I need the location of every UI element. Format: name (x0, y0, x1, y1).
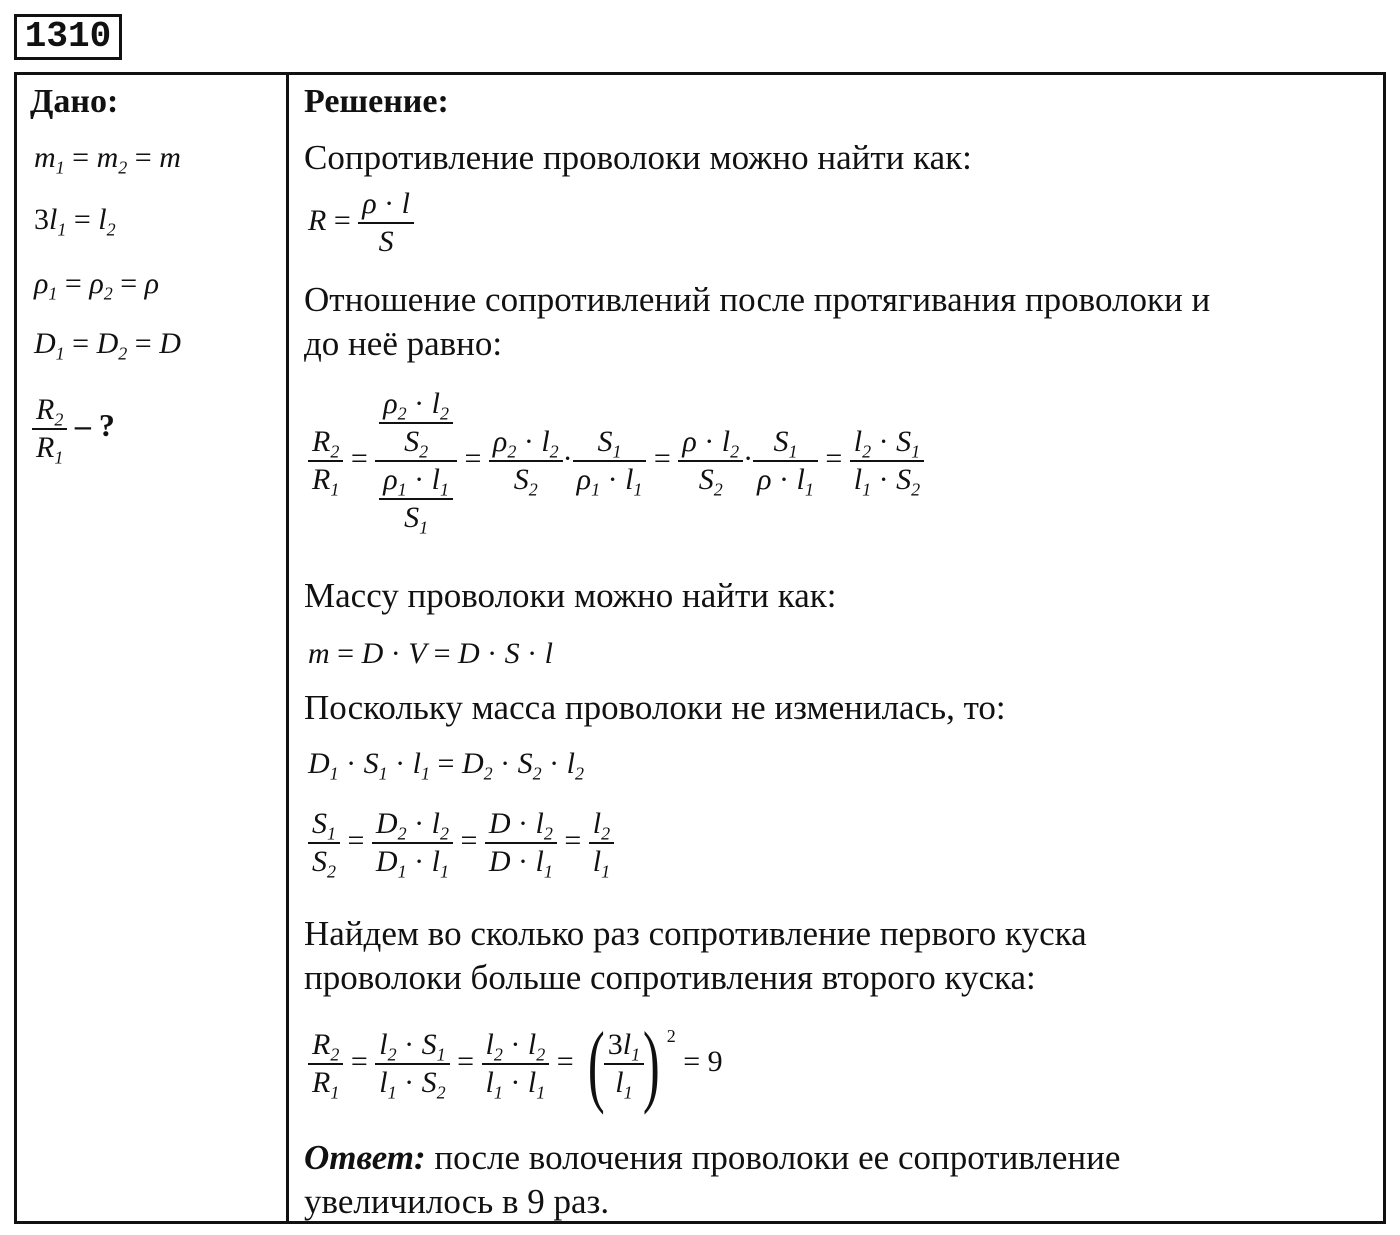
final-value: 9 (707, 1044, 723, 1078)
given-unknown: $\frac{R_2}{R_1}$ – ? (32, 392, 115, 466)
answer-label: Ответ: (304, 1138, 426, 1177)
resistance-formula: R = $\frac{\rho \cdot l}{S}$ (308, 186, 414, 260)
text-mass-intro: Массу проволоки можно найти как: (304, 576, 837, 615)
given-density-equation: $D_1 = D_2 = D$ (34, 327, 181, 364)
given-length-equation: $3l_1 = l_2$ (34, 203, 116, 240)
area-ratio-equation: $\frac{S_1}{S_2}$ = $\frac{D_2 \cdot l_2}{D_1 \cdot l_1}$ = $\frac{D \cdot l_2}{D \cdot l_1}$ = $\frac{l_2}{l_1}$ (308, 806, 614, 880)
given-resistivity-equation: $\rho_1 = \rho_2 = \rho$ (34, 267, 160, 304)
text-resistance-formula-intro: Сопротивление проволоки можно найти как: (304, 138, 972, 177)
text-find-ratio-line2: проволоки больше сопротивления второго куска: (304, 958, 1036, 997)
mass-equality-equation: $D_1 \cdot S_1 \cdot l_1 = D_2 \cdot S_2 \cdot l_2$ (308, 747, 584, 784)
given-mass-equation: $m_1 = m_2 = m$ (34, 141, 181, 178)
text-ratio-intro-line2: до неё равно: (304, 324, 503, 363)
text-find-ratio-line1: Найдем во сколько раз сопротивление первого куска (304, 914, 1087, 953)
mass-formula: m = D · V = D · S · l (308, 637, 553, 670)
text-ratio-intro-line1: Отношение сопротивлений после протягивания проволоки и (304, 280, 1211, 319)
problem-number: 1310 (14, 14, 122, 60)
text-mass-unchanged: Поскольку масса проволоки не изменилась, то: (304, 688, 1006, 727)
solution-heading: Решение: (304, 83, 449, 120)
resistance-ratio-equation: $\frac{R_2}{R_1}$ = $\frac{\frac{\rho_2 \cdot l_2}{S_2}}{\frac{\rho_1 \cdot l_1}{S_1}}$ = $\frac{\rho_2 \cdot l_2}{S_2}$ · $\frac{S_1}{\rho_1 \cdot l_1}$ = $\frac{\rho \cdot l_2}{S_2}$ · $\frac{S_1}{\rho \cdot l_1}$ = $\frac{l_2 \cdot S_1}{l_1 \cdot S_2}$ (308, 386, 924, 536)
final-ratio-equation: $\frac{R_2}{R_1}$ = $\frac{l_2 \cdot S_1}{l_1 \cdot S_2}$ = $\frac{l_2 \cdot l_2}{l_1 \cdot l_1}$ = ( $\frac{3l_1}{l_1}$ ) $^2$ = 9 (308, 1024, 723, 1104)
question-mark: – ? (74, 406, 115, 443)
answer-line2: увеличилось в 9 раз. (304, 1182, 610, 1221)
given-heading: Дано: (30, 83, 119, 120)
answer-line1 (304, 1136, 1120, 1180)
column-divider (286, 72, 289, 1224)
answer-text: после волочения проволоки ее сопротивление (425, 1138, 1121, 1177)
